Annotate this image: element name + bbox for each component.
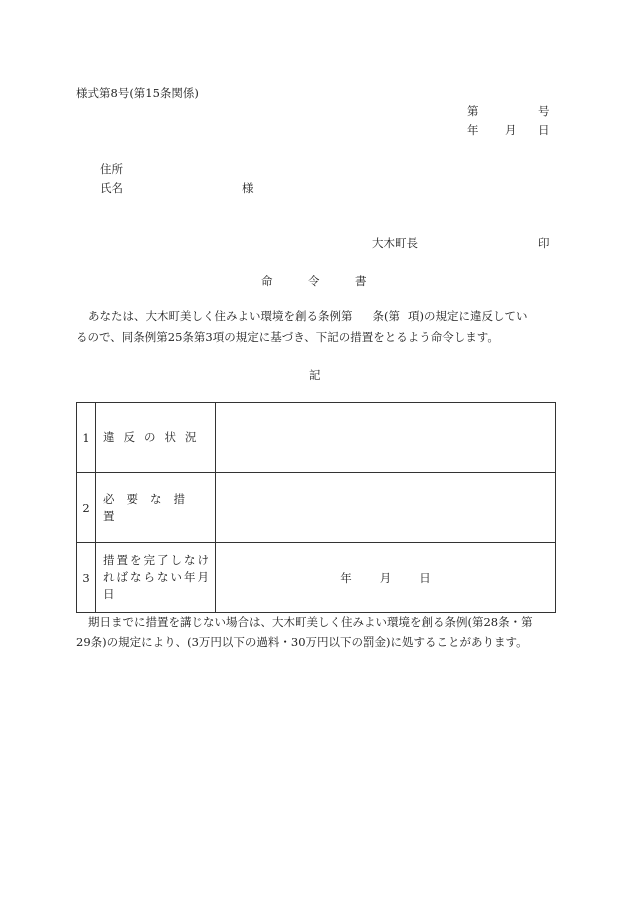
date-day: 日 [538,123,550,137]
date-year: 年 [467,123,479,137]
date-month: 月 [505,123,517,137]
body-line2: るので、同条例第25条第3項の規定に基づき、下記の措置をとるよう命令します。 [76,330,499,344]
measures-table [76,402,556,613]
form-number: 様式第8号(第15条関係) [76,86,199,100]
title-char-3: 書 [355,274,367,288]
body-line1-b: 条(第 [372,309,400,323]
row-value-date [216,543,556,613]
title-char-1: 命 [261,274,273,288]
title-char-2: 令 [308,274,320,288]
honorific: 様 [242,181,254,195]
ki-heading: 記 [309,368,321,382]
name-label: 氏名 [100,181,123,195]
row-value [216,473,556,543]
row-label: 必要な措置 [103,491,197,523]
footer-line2: 29条)の規定により、(3万円以下の過料・30万円以下の罰金)に処することがあります。 [76,635,528,649]
row-number: 2 [77,473,96,543]
body-line1 [88,309,528,323]
table-row [77,473,556,543]
deadline-year: 年 [340,570,352,585]
body-line1-a: あなたは、大木町美しく住みよい環境を創る条例第 [88,309,353,323]
footer-line1: 期日までに措置を講じない場合は、大木町美しく住みよい環境を創る条例(第28条・第 [88,615,533,629]
table-row [77,543,556,613]
doc-number-go: 号 [538,104,550,118]
row-value [216,403,556,473]
doc-number-dai: 第 [467,104,479,118]
row-label: 違反の状況 [103,430,206,444]
issuer: 大木町長 [372,236,418,250]
address-label: 住所 [100,162,123,176]
seal-mark: 印 [538,236,550,250]
row-number: 3 [77,543,96,613]
deadline-month: 月 [379,570,392,585]
body-line1-c: 項)の規定に違反してい [408,309,528,323]
deadline-day: 日 [419,570,431,585]
table-row [77,403,556,473]
row-label: 措置を完了しなければならない年月日 [103,553,211,601]
row-number: 1 [77,403,96,473]
